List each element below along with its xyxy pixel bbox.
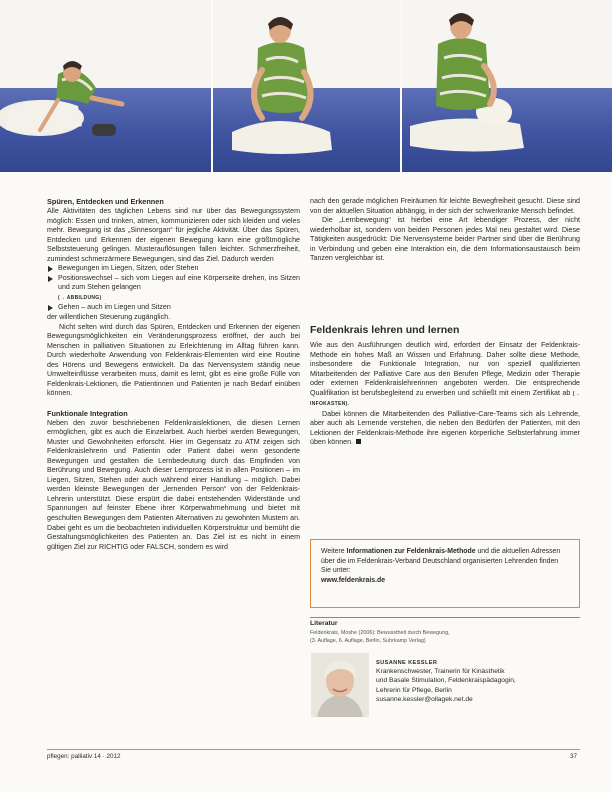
- section-heading: Feldenkrais lehren und lernen: [310, 324, 460, 336]
- author-email[interactable]: susanne.kessler@ollagek.net.de: [376, 695, 473, 703]
- header-photo: [0, 0, 612, 172]
- triangle-bullet-icon: [48, 276, 53, 282]
- bullet-list: [47, 264, 300, 313]
- bullet-item: Bewegungen im Liegen, Sitzen, oder Stehen: [47, 264, 300, 274]
- literature-heading: Literatur: [310, 620, 338, 627]
- paragraph: Wie aus den Ausführungen deutlich wird, erfordert der Einsatz der Feldenkrais-Methode ein hohes Maß an Wissen und Erfahrung. Daher sollte diese Methode, insbesondere die Funktionale Integration, nur von speziell qualifizierten Mitarbeitenden der Palliative Care aus den Berufen Pflege, Medizin oder Therapie oder externen Feldenkraislehrerinnen angeboten werden. Die entsprechende Qualifikation ist berufsbegleitend zu erwerben und schließt mit einem Zertifikat ab (→ INFOKASTEN).: [310, 341, 580, 408]
- bullet-item: Positionswechsel – sich vom Liegen auf eine Körperseite drehen, ins Sitzen und zum Stehen gelangen (→ ABBILDUNG): [47, 274, 300, 304]
- paragraph: Die „Lernbewegung“ ist hierbei eine Art lebendiger Prozess, der nicht wiederholbar ist, sondern von beiden Personen jedes Mal neu gestaltet wird. Diese Tätigkeiten ausgedrückt: Die Nervensysteme beider Partner sind über die Berührung in Verbindung und geben eine Interaktion ein, die dem Informationsaustausch beim Tanzen vergleichbar ist.: [310, 216, 580, 263]
- paragraph: Alle Aktivitäten des täglichen Lebens sind nur über das Bewegungssystem möglich: Essen und trinken, atmen, kommunizieren oder sich kleiden und vieles mehr. Bewegung ist das „Sinnesorgan“ für jegliche Aktivität. Über das Spüren, Entdecken und Erkennen der eigenen Bewegung kann eine größtmögliche Selbststeuerung gelingen. Musterauflösungen fallen leichter. Schmerzfreiheit, zumindest schmerzärmere Bewegungen, sind das Ziel. Dadurch werden: [47, 207, 300, 263]
- heading-spueren: Spüren, Entdecken und Erkennen: [47, 197, 164, 206]
- heading-funktionale-integration: Funktionale Integration: [47, 408, 128, 418]
- left-column: [47, 197, 300, 552]
- right-column-bottom: [310, 341, 580, 448]
- paragraph: Dabei können die Mitarbeitenden des Palliative-Care-Teams sich als Lehrende, aber auch als Lernende verstehen, die neben den Bedürfen der Patienten, mit den Lektionen der Feldenkrais-Methode ihre eigenen körperliche Selbsterfahrung immer üben können.: [310, 409, 580, 447]
- footer-divider: [47, 749, 580, 750]
- page-number: 37: [570, 753, 578, 760]
- figure-lying: [0, 61, 122, 136]
- info-box: Weitere Informationen zur Feldenkrais-Methode und die aktuellen Adressen über die im Feldenkrais-Verband Deutschland organisierten Lehrenden finden Sie unter: www.feldenkrais.de: [310, 539, 580, 608]
- paragraph: Nicht selten wird durch das Spüren, Entdecken und Erkennen der eigenen Bewegungsmöglichkeiten ein Veränderungsprozess eröffnet, der auch bei Menschen in palliativen Situationen zu Erleichterung im Alltag führen kann. Durch wiederholte Anwendung von Feldenkrais-Elementen wird eine Routine des Hörens und Bewegens entwickelt. Da das Nervensystem ständig neue Umwelteinflüsse verarbeiten muss, damit es lernt, gibt es eine große Fülle von Feldenkrais-Lektionen, die Patientinnen und Patienten je nach Bedarf einüben können.: [47, 322, 300, 398]
- website-link[interactable]: www.feldenkrais.de: [321, 576, 386, 584]
- end-mark-icon: [356, 439, 361, 444]
- literature-text: Feldenkrais, Moshe (2006): Bewusstheit durch Bewegung, (3. Auflage, 6. Auflage, Berlin, Suhrkamp Verlag): [310, 630, 450, 644]
- paragraph: nach den gerade möglichen Freiräumen für leichte Bewegfreiheit gesucht. Diese sind von der aktuellen Situation abhängig, in der sich der schwerkranke Mensch befindet.: [310, 197, 580, 215]
- paragraph: der willentlichen Steuerung zugänglich.: [47, 313, 171, 322]
- author-avatar: [311, 653, 369, 717]
- paragraph: Neben den zuvor beschriebenen Feldenkraislektionen, die diesen Lernen ermöglichen, gibt es auch die Einzelarbeit. Auch hierbei werden Bewegungen, Muster und Gewohnheiten erforscht. Hier im Gegensatz zu ATM zeigen sich Feldenkraislehrerin und Patientin oder Patient dabei wenn gesonderte Bewegungen und gestalten die Lernbedeutung durch das Empfinden von Berührung und Bewegung. Auch dieser Lernprozess ist in allen Positionen – im Liegen, Sitzen, Stehen oder auch während einer Handlung – möglich. Dabei werden kleinste Bewegungen der „lernenden Person“ von der Feldenkrais-Lehrerin unterstützt. Diese erspürt die dabei entstehenden Widerstände und Spannungen auf feinster Ebene ihrer Körperwahrnehmung und bietet mit geschulten Bewegungen dem Patienten Alternativen zu gewohnten Mustern an. Dabei geht es um die beobachteten individuellen Körperstruktur und bemüht die Gestaltungsmöglichkeiten des Patienten an. Das Ziel ist es nicht in einem gültigen Ziel zur RICHTIG oder FALSCH, sondern es wird: [47, 418, 300, 551]
- figure-reference: (→ ABBILDUNG): [58, 294, 102, 301]
- exercise-photo-sequence: [0, 0, 612, 172]
- author-bio: SUSANNE KESSLER Krankenschwester, Trainerin für Kinästhetik und Basale Stimulation, Feldenkraispädagogin, Lehrerin für Pflege, Berlin susanne.kessler@ollagek.net.de: [376, 659, 581, 704]
- divider: [310, 617, 580, 618]
- figure-sitting: [410, 13, 524, 152]
- triangle-bullet-icon: [48, 266, 53, 272]
- figure-kneeling: [232, 17, 332, 154]
- right-column-top: [310, 197, 580, 264]
- infobox-reference: (→ INFOKASTEN).: [310, 390, 580, 408]
- author-name: SUSANNE KESSLER: [376, 660, 438, 666]
- footer-publication: pflegen: palliativ 14 · 2012: [47, 753, 121, 760]
- triangle-bullet-icon: [48, 305, 53, 311]
- bullet-item: Gehen – auch im Liegen und Sitzen: [47, 303, 300, 313]
